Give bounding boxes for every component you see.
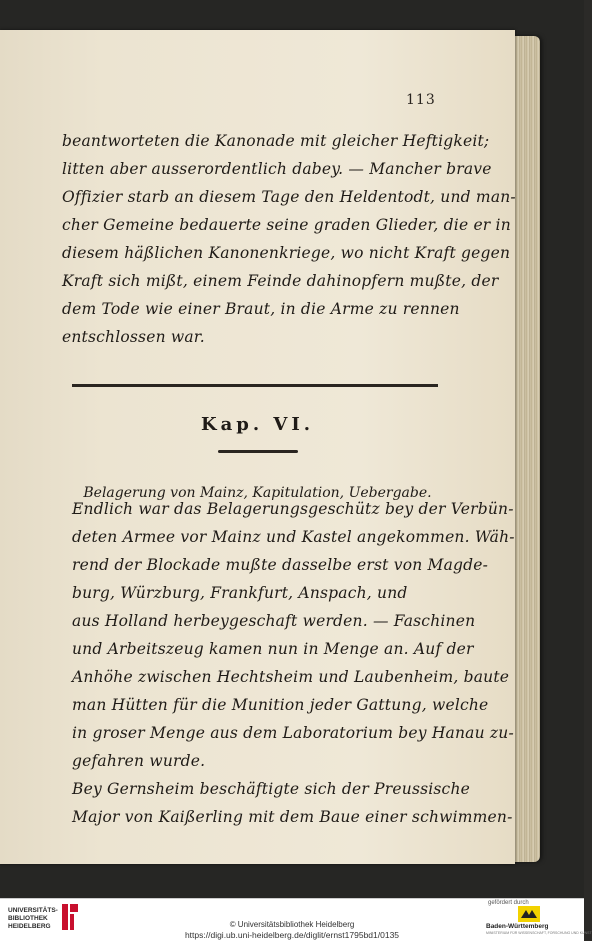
- text-line: Anhöhe zwischen Hechtsheim und Laubenheim, baute: [72, 668, 510, 686]
- text-line: Kraft sich mißt, einem Feinde dahinopfern mußte, der: [62, 272, 499, 290]
- chapter-subtitle: Belagerung von Mainz, Kapitulation, Uebergabe.: [83, 485, 432, 501]
- text-line: Offizier starb an diesem Tage den Heldentodt, und man-: [62, 188, 516, 206]
- text-line: Major von Kaißerling mit dem Baue einer schwimmen-: [72, 808, 513, 826]
- text-line: cher Gemeine bedauerte seine graden Glieder, die er in: [62, 216, 511, 234]
- book-page: [0, 30, 515, 864]
- chapter-heading: Kap. VI.: [200, 414, 315, 435]
- text-line: und Arbeitszeug kamen nun in Menge an. Auf der: [72, 640, 474, 658]
- sponsor-subtitle: MINISTERIUM FÜR WISSENSCHAFT, FORSCHUNG UND KUNST: [486, 931, 592, 935]
- section-rule: [72, 384, 438, 387]
- text-line: man Hütten für die Munition jeder Gattung, welche: [72, 696, 489, 714]
- text-line: Endlich war das Belagerungsgeschütz bey der Verbün-: [72, 500, 514, 518]
- text-line: in groser Menge aus dem Laboratorium bey Hanau zu-: [72, 724, 514, 742]
- text-line: diesem häßlichen Kanonenkriege, wo nicht Kraft gegen: [62, 244, 511, 262]
- text-line: rend der Blockade mußte dasselbe erst von Magde-: [72, 556, 489, 574]
- funded-by-label: gefördert durch: [488, 900, 529, 906]
- library-logo-label: UNIVERSITÄTS- BIBLIOTHEK HEIDELBERG: [8, 907, 58, 930]
- text-line: entschlossen war.: [62, 328, 205, 346]
- baden-wuerttemberg-logo-icon[interactable]: [518, 906, 540, 922]
- text-line: litten aber ausserordentlich dabey. — Mancher brave: [62, 160, 492, 178]
- text-line: dem Tode wie einer Braut, in die Arme zu rennen: [62, 300, 460, 318]
- copyright-text: © Universitätsbibliothek Heidelberg: [229, 920, 355, 929]
- text-line: gefahren wurde.: [72, 752, 206, 770]
- text-line: deten Armee vor Mainz und Kastel angekommen. Wäh-: [72, 528, 515, 546]
- source-url[interactable]: https://digi.ub.uni-heidelberg.de/diglit/ernst1795bd1/0135: [184, 930, 400, 940]
- ornament-rule: [218, 450, 298, 453]
- text-line: burg, Würzburg, Frankfurt, Anspach, und: [72, 584, 408, 602]
- text-line: Bey Gernsheim beschäftigte sich der Preussische: [72, 780, 470, 798]
- text-line: aus Holland herbeygeschaft werden. — Faschinen: [72, 612, 476, 630]
- page-number: 113: [406, 92, 436, 108]
- text-line: beantworteten die Kanonade mit gleicher Heftigkeit;: [62, 132, 490, 150]
- sponsor-name: Baden-Württemberg: [486, 923, 549, 930]
